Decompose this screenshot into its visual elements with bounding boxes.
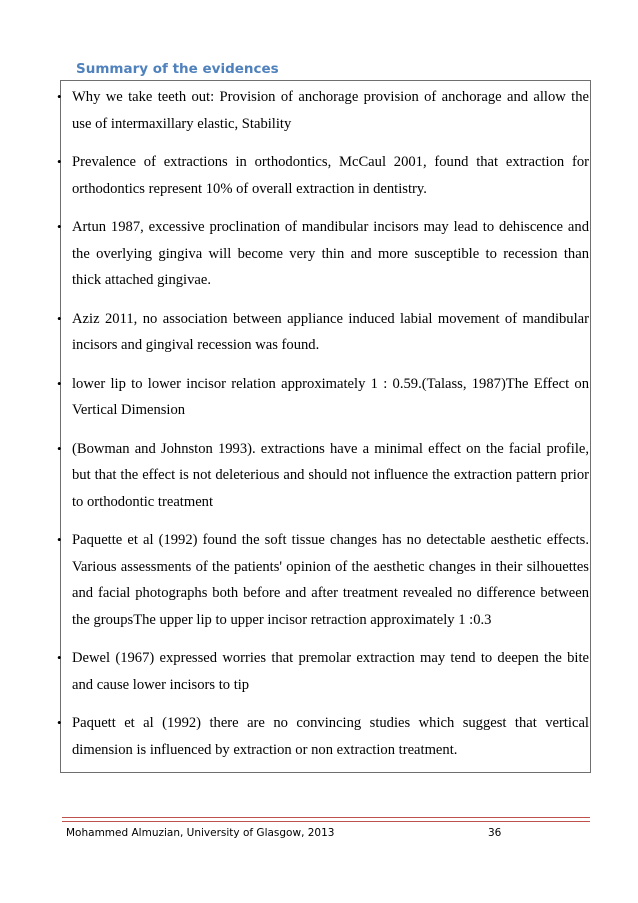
bullet-icon: • [57, 715, 62, 730]
list-item [56, 436, 589, 516]
footer-divider [62, 817, 590, 818]
list-item [56, 214, 589, 294]
bullet-icon: • [57, 532, 62, 547]
list-item [56, 306, 589, 359]
list-item [56, 149, 589, 202]
footer-author: Mohammed Almuzian, University of Glasgow, 2013 [66, 827, 335, 839]
bullet-icon: • [57, 219, 62, 234]
bullet-icon: • [57, 310, 62, 326]
list-item-text: Artun 1987, excessive proclination of mandibular incisors may lead to dehiscence and the overlying gingiva will become very thin and more susceptible to recession than thick attached gingivae. [72, 219, 589, 288]
list-item [56, 84, 589, 137]
bullet-icon: • [57, 650, 62, 665]
list-item-text: (Bowman and Johnston 1993). extractions have a minimal effect on the facial profile, but that the effect is not deleterious and should not influence the extraction pattern prior to orthodontic treatment [72, 440, 589, 510]
bullet-icon: • [57, 440, 62, 456]
page-number: 36 [488, 827, 502, 839]
list-item-text: Prevalence of extractions in orthodontics, McCaul 2001, found that extraction for orthodontics represent 10% of overall extraction in dentistry. [72, 154, 589, 197]
list-item [56, 645, 589, 698]
list-item-text: lower lip to lower incisor relation approximately 1 : 0.59.(Talass, 1987)The Effect on Vertical Dimension [72, 375, 589, 418]
list-item-text: Paquett et al (1992) there are no convincing studies which suggest that vertical dimension is influenced by extraction or non extraction treatment. [72, 715, 589, 758]
footer-divider-thin [62, 821, 590, 822]
section-heading: Summary of the evidences [76, 61, 279, 77]
evidence-list [56, 84, 589, 775]
bullet-icon: • [57, 375, 62, 391]
list-item [56, 527, 589, 633]
list-item-text: Paquette et al (1992) found the soft tissue changes has no detectable aesthetic effects. Various assessments of the patients' opinion of the aesthetic changes in their silhouettes and facial photographs both before and after treatment revealed no difference between the groupsThe upper lip to upper incisor retraction approximately 1 :0.3 [72, 532, 589, 628]
list-item-text: Aziz 2011, no association between appliance induced labial movement of mandibular incisors and gingival recession was found. [72, 310, 589, 353]
list-item-text: Dewel (1967) expressed worries that premolar extraction may tend to deepen the bite and cause lower incisors to tip [72, 650, 589, 693]
bullet-icon: • [57, 89, 62, 104]
list-item [56, 710, 589, 763]
bullet-icon: • [57, 154, 62, 169]
list-item [56, 371, 589, 424]
list-item-text: Why we take teeth out: Provision of anchorage provision of anchorage and allow the use of intermaxillary elastic, Stability [72, 89, 589, 132]
